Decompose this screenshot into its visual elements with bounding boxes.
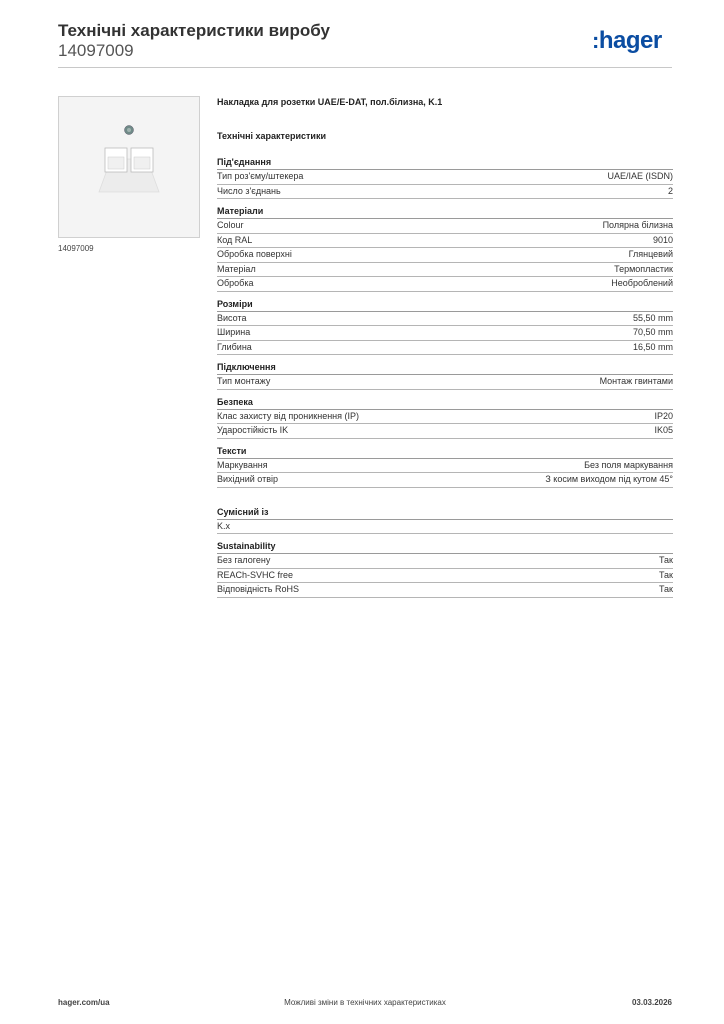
spec-label: Маркування bbox=[217, 459, 268, 470]
spec-label: Матеріал bbox=[217, 263, 256, 274]
spec-label: Число з'єднань bbox=[217, 185, 281, 196]
spec-row bbox=[217, 341, 673, 356]
spec-label: Colour bbox=[217, 220, 244, 230]
spec-label: Ширина bbox=[217, 327, 251, 337]
spec-content bbox=[217, 96, 673, 604]
header-divider bbox=[58, 67, 672, 68]
spec-value: 2 bbox=[667, 185, 673, 196]
spec-row bbox=[217, 554, 673, 569]
spec-label: Обробка поверхні bbox=[217, 249, 292, 259]
spec-section bbox=[217, 156, 673, 199]
spec-row bbox=[217, 263, 673, 278]
section-title: Розміри bbox=[217, 298, 673, 312]
spec-label: Клас захисту від проникнення (IP) bbox=[217, 410, 360, 421]
spec-label: K.x bbox=[217, 520, 231, 531]
spec-label: Вихідний отвір bbox=[217, 474, 279, 484]
spec-section bbox=[217, 540, 673, 598]
footer-disclaimer: Можливі зміни в технічних характеристиках bbox=[284, 998, 446, 1007]
spec-row bbox=[217, 583, 673, 598]
spec-section bbox=[217, 361, 673, 390]
spec-row bbox=[217, 520, 673, 535]
spec-value: Без поля маркування bbox=[584, 459, 673, 470]
footer-date: 03.03.2026 bbox=[631, 998, 672, 1007]
hager-logo: :hager bbox=[592, 27, 662, 54]
spec-value: 55,50 mm bbox=[632, 312, 673, 323]
spec-label: REACh-SVHC free bbox=[217, 569, 294, 580]
spec-label: Обробка bbox=[217, 278, 254, 288]
spec-value: Так bbox=[658, 555, 673, 565]
spec-value: 9010 bbox=[652, 234, 673, 245]
spec-value: Так bbox=[658, 584, 673, 594]
spec-label: Ударостійкість IK bbox=[217, 425, 289, 435]
spec-section bbox=[217, 445, 673, 488]
spec-label: Без галогену bbox=[217, 555, 271, 565]
product-code: 14097009 bbox=[58, 41, 134, 60]
spec-value: Необроблений bbox=[611, 278, 673, 288]
spec-row bbox=[217, 185, 673, 200]
spec-row bbox=[217, 326, 673, 341]
spec-section bbox=[217, 396, 673, 439]
spec-label: Код RAL bbox=[217, 234, 253, 245]
spec-value: Полярна білизна bbox=[602, 220, 673, 230]
spec-row bbox=[217, 459, 673, 474]
tech-specs-heading: Технічні характеристики bbox=[217, 131, 326, 141]
spec-label: Тип роз'єму/штекера bbox=[217, 171, 304, 181]
socket-cover-illustration bbox=[59, 97, 199, 237]
spec-row bbox=[217, 410, 673, 425]
spec-value: 70,50 mm bbox=[632, 327, 673, 337]
logo-text: hager bbox=[598, 27, 662, 54]
spec-value: IP20 bbox=[654, 410, 673, 421]
spec-value: Глянцевий bbox=[628, 249, 673, 259]
spec-row bbox=[217, 248, 673, 263]
section-title: Підключення bbox=[217, 361, 673, 375]
spec-value: IK05 bbox=[654, 425, 673, 435]
spec-label: Глибина bbox=[217, 341, 252, 352]
spec-value: З косим виходом під кутом 45° bbox=[545, 474, 673, 484]
product-image bbox=[58, 96, 200, 238]
spec-value: Так bbox=[658, 569, 673, 580]
spec-row bbox=[217, 424, 673, 439]
document-title: Технічні характеристики виробу bbox=[58, 21, 330, 40]
spec-row bbox=[217, 312, 673, 327]
spec-section bbox=[217, 298, 673, 356]
spec-sections bbox=[217, 156, 673, 598]
spec-row bbox=[217, 375, 673, 390]
section-title: Сумісний із bbox=[217, 506, 673, 520]
spec-label: Тип монтажу bbox=[217, 376, 271, 386]
spec-label: Відповідність RoHS bbox=[217, 584, 299, 594]
section-title: Матеріали bbox=[217, 205, 673, 219]
spec-row bbox=[217, 473, 673, 488]
spec-value: Монтаж гвинтами bbox=[599, 376, 673, 386]
spec-row bbox=[217, 277, 673, 292]
image-caption: 14097009 bbox=[58, 244, 94, 253]
spec-row bbox=[217, 170, 673, 185]
section-title: Sustainability bbox=[217, 540, 673, 554]
spec-row bbox=[217, 569, 673, 584]
page-header bbox=[58, 20, 330, 61]
spec-value: 16,50 mm bbox=[632, 341, 673, 352]
footer-website: hager.com/ua bbox=[58, 998, 110, 1007]
section-title: Тексти bbox=[217, 445, 673, 459]
section-title: Під'єднання bbox=[217, 156, 673, 170]
spec-value: Термопластик bbox=[614, 263, 673, 274]
product-name: Накладка для розетки UAE/E-DAT, пол.білизна, K.1 bbox=[217, 97, 443, 107]
spec-row bbox=[217, 219, 673, 234]
spec-section bbox=[217, 506, 673, 535]
spec-label: Висота bbox=[217, 312, 247, 323]
spec-row bbox=[217, 234, 673, 249]
spec-section bbox=[217, 205, 673, 292]
spec-value: UAE/IAE (ISDN) bbox=[607, 171, 673, 181]
section-title: Безпека bbox=[217, 396, 673, 410]
